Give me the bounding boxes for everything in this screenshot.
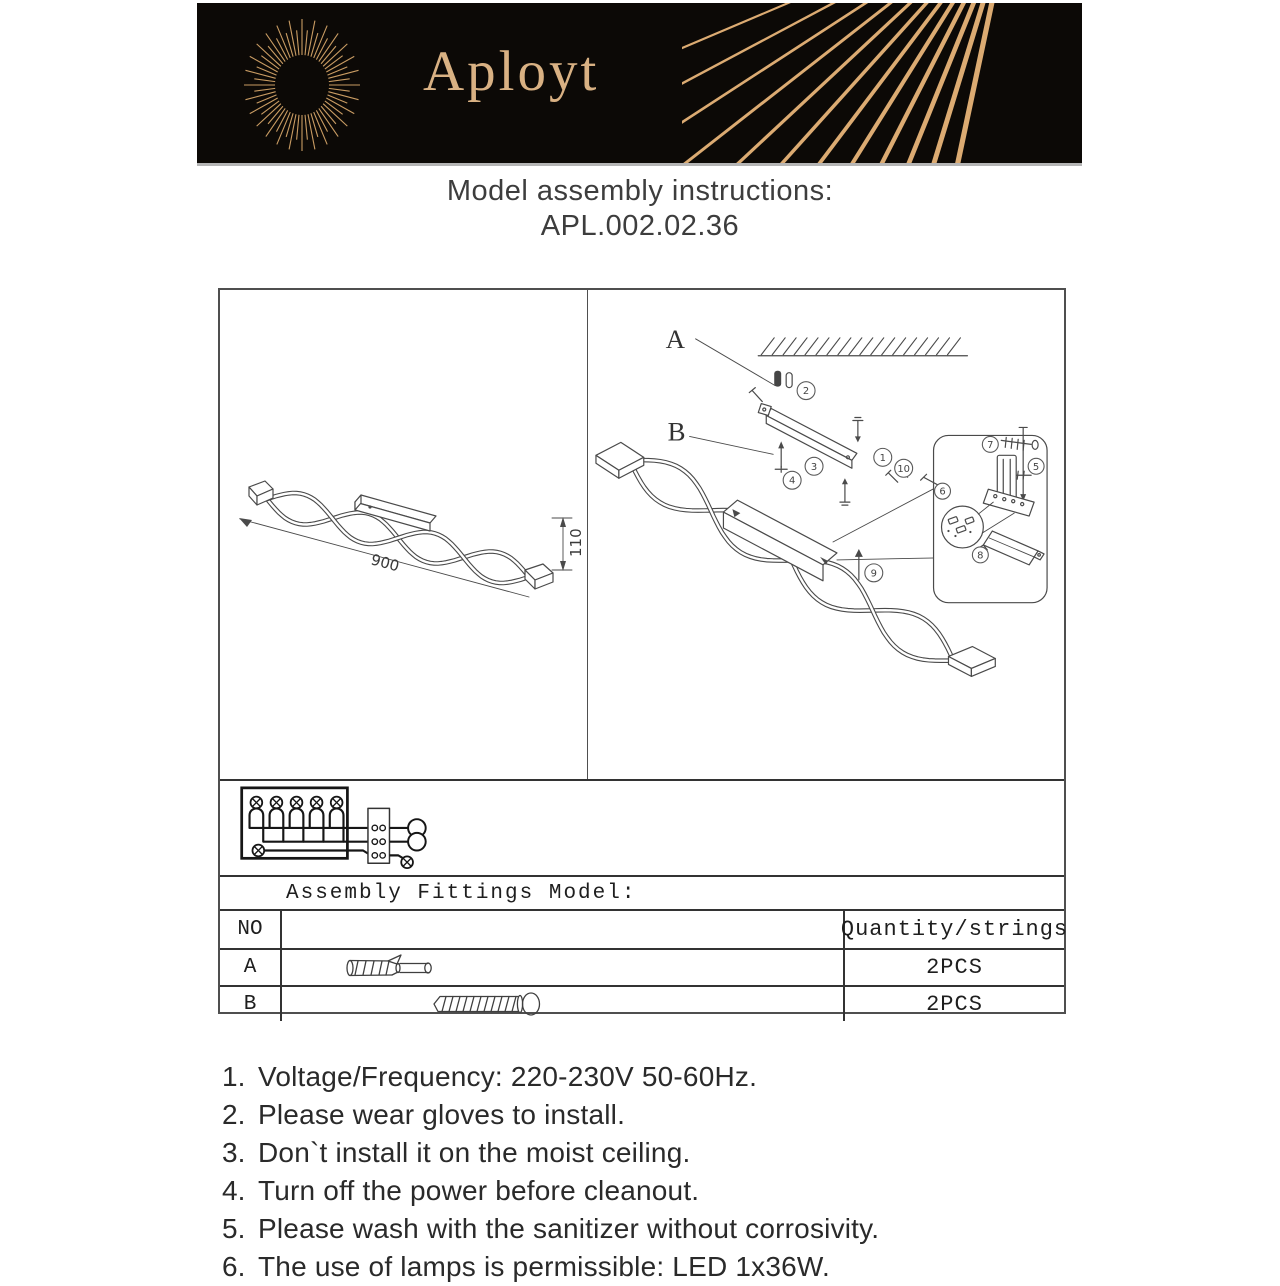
brand-banner	[197, 3, 1082, 166]
column-header-item	[282, 911, 845, 948]
wiring-schematic	[220, 781, 1064, 873]
row-b-illustration	[282, 987, 845, 1021]
fittings-section-title: Assembly Fittings Model:	[286, 881, 637, 905]
callout-10	[895, 459, 913, 477]
callout-2	[797, 382, 815, 400]
ray-fan-decoration	[682, 3, 1082, 163]
note-item	[222, 1134, 1082, 1172]
note-number: 1.	[222, 1061, 246, 1092]
dimension-height-label: 110	[567, 528, 585, 557]
note-item	[222, 1172, 1082, 1210]
assembly-panel	[587, 290, 1064, 779]
callout-5	[1028, 458, 1044, 474]
part-label-a: A	[665, 323, 686, 354]
callout-9	[865, 564, 883, 582]
table-row-anchor	[220, 948, 1064, 985]
note-text: Don`t install it on the moist ceiling.	[258, 1137, 691, 1168]
note-item	[222, 1210, 1082, 1248]
svg-text:2: 2	[802, 386, 810, 398]
svg-text:10: 10	[897, 463, 911, 475]
svg-text:9: 9	[870, 568, 877, 580]
callout-7	[982, 436, 998, 452]
dimension-length-label: 900	[368, 550, 402, 576]
callout-1	[874, 448, 892, 466]
row-a-illustration	[282, 950, 845, 985]
svg-text:5: 5	[1032, 461, 1040, 473]
svg-text:6: 6	[939, 486, 946, 498]
svg-text:1: 1	[879, 452, 886, 464]
notes-list	[222, 1058, 1082, 1286]
svg-text:4: 4	[788, 475, 796, 487]
part-label-b: B	[667, 416, 686, 447]
note-item	[222, 1248, 1082, 1286]
heading-block	[0, 174, 1280, 244]
callout-3	[805, 457, 823, 475]
note-number: 4.	[222, 1175, 246, 1206]
svg-text:8: 8	[977, 550, 984, 562]
row-b-quantity: 2PCS	[926, 991, 983, 1017]
wiring-diagram	[220, 779, 1064, 875]
column-header-no: NO	[220, 911, 282, 948]
note-number: 3.	[222, 1137, 246, 1168]
dimension-drawing	[220, 290, 587, 779]
row-a-quantity: 2PCS	[926, 955, 983, 980]
fittings-section	[220, 875, 1064, 909]
assembly-drawing	[588, 290, 1064, 779]
note-text: The use of lamps is permissible: LED 1x36W.	[258, 1251, 830, 1282]
drawing-panels	[220, 290, 1064, 779]
callout-6	[935, 483, 951, 499]
starburst-logo-icon	[197, 3, 427, 163]
fittings-table	[220, 909, 1069, 1021]
length-dimension	[239, 518, 529, 597]
wall-plug-icon	[340, 954, 450, 982]
row-a-label: A	[220, 950, 282, 985]
note-item	[222, 1058, 1082, 1096]
note-text: Voltage/Frequency: 220-230V 50-60Hz.	[258, 1061, 758, 1092]
note-number: 6.	[222, 1251, 246, 1282]
note-text: Turn off the power before cleanout.	[258, 1175, 700, 1206]
note-number: 5.	[222, 1213, 246, 1244]
callout-4	[783, 471, 801, 489]
note-text: Please wash with the sanitizer without corrosivity.	[258, 1213, 880, 1244]
table-header-row	[220, 909, 1069, 948]
height-dimension	[552, 517, 585, 571]
column-header-quantity: Quantity/strings	[840, 917, 1069, 942]
sheet-title: Model assembly instructions:	[446, 175, 834, 207]
note-text: Please wear gloves to install.	[258, 1099, 626, 1130]
model-number: APL.002.02.36	[540, 210, 740, 242]
diagram-frame	[218, 288, 1069, 1017]
dimensions-panel	[220, 290, 587, 779]
brand-name: Aployt	[423, 40, 600, 103]
svg-text:7: 7	[987, 439, 994, 451]
note-number: 2.	[222, 1099, 246, 1130]
row-b-label: B	[220, 987, 282, 1021]
table-row-screw	[220, 985, 1064, 1021]
note-item	[222, 1096, 1082, 1134]
screw-icon	[428, 989, 568, 1019]
svg-text:3: 3	[810, 461, 818, 473]
callout-8	[972, 547, 988, 563]
